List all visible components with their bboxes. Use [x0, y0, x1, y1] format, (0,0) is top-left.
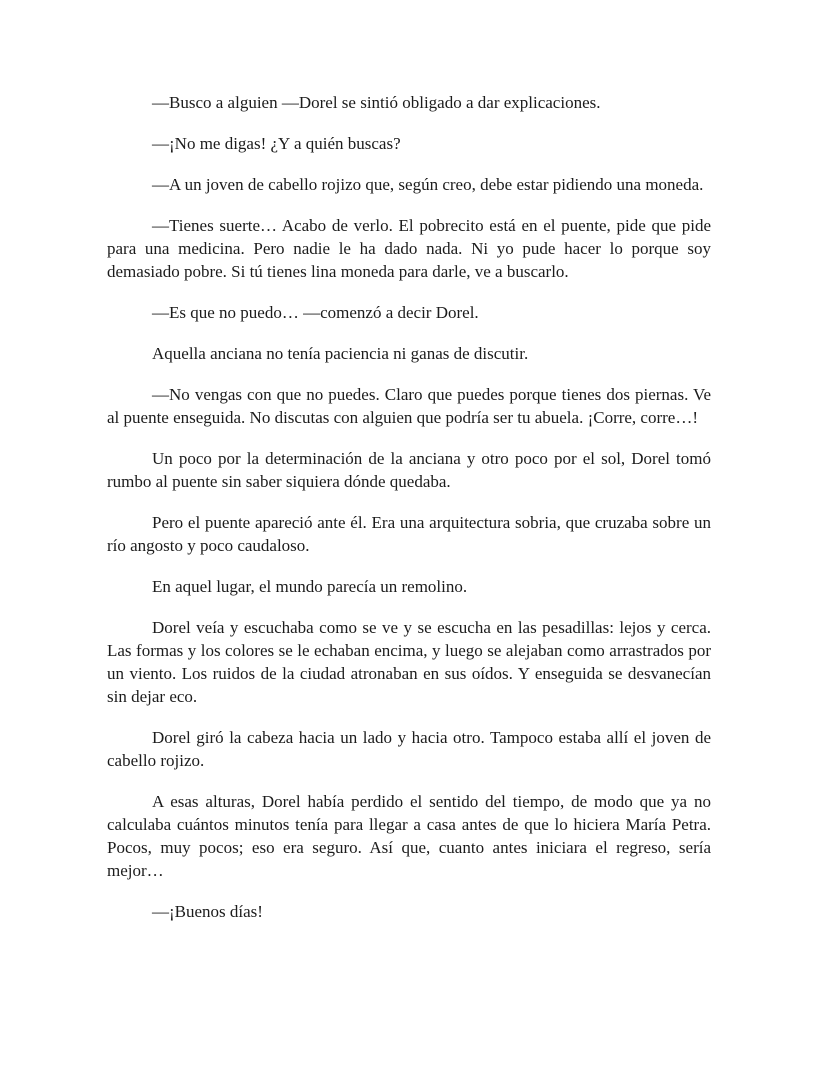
paragraph: —Es que no puedo… —comenzó a decir Dorel. — [152, 303, 479, 322]
paragraph: —Busco a alguien —Dorel se sintió obligado a dar explicaciones. — [152, 93, 601, 112]
page-text-block — [107, 91, 711, 923]
paragraph: En aquel lugar, el mundo parecía un remolino. — [152, 577, 468, 596]
paragraph: Aquella anciana no tenía paciencia ni ganas de discutir. — [152, 344, 529, 363]
paragraph: Dorel veía y escuchaba como se ve y se escucha en las pesadillas: lejos y cerca. Las formas y los colores se le echaban encima, y luego se alejaban como arrastrados por un viento. Los ruidos de la ciudad atronaban en sus oídos. Y enseguida se desvanecían sin dejar eco. — [107, 618, 711, 706]
paragraph: —Tienes suerte… Acabo de verlo. El pobrecito está en el puente, pide que pide para una medicina. Pero nadie le ha dado nada. Ni yo pude hacer lo porque soy demasiado pobre. Si tú tienes lina moneda para darle, ve a buscarlo. — [107, 216, 711, 281]
paragraph: —A un joven de cabello rojizo que, según creo, debe estar pidiendo una moneda. — [152, 175, 704, 194]
paragraph: Un poco por la determinación de la anciana y otro poco por el sol, Dorel tomó rumbo al puente sin saber siquiera dónde quedaba. — [107, 449, 711, 491]
paragraph: —No vengas con que no puedes. Claro que puedes porque tienes dos piernas. Ve al puente enseguida. No discutas con alguien que podría ser tu abuela. ¡Corre, corre…! — [107, 385, 711, 427]
paragraph: Pero el puente apareció ante él. Era una arquitectura sobria, que cruzaba sobre un río angosto y poco caudaloso. — [107, 513, 711, 555]
paragraph: —¡No me digas! ¿Y a quién buscas? — [152, 134, 401, 153]
paragraph: A esas alturas, Dorel había perdido el sentido del tiempo, de modo que ya no calculaba cuántos minutos tenía para llegar a casa antes de que lo hiciera María Petra. Pocos, muy pocos; eso era seguro. Así que, cuanto antes iniciara el regreso, sería mejor… — [107, 792, 711, 880]
paragraph: Dorel giró la cabeza hacia un lado y hacia otro. Tampoco estaba allí el joven de cabello rojizo. — [107, 728, 711, 770]
paragraph: —¡Buenos días! — [152, 902, 263, 921]
